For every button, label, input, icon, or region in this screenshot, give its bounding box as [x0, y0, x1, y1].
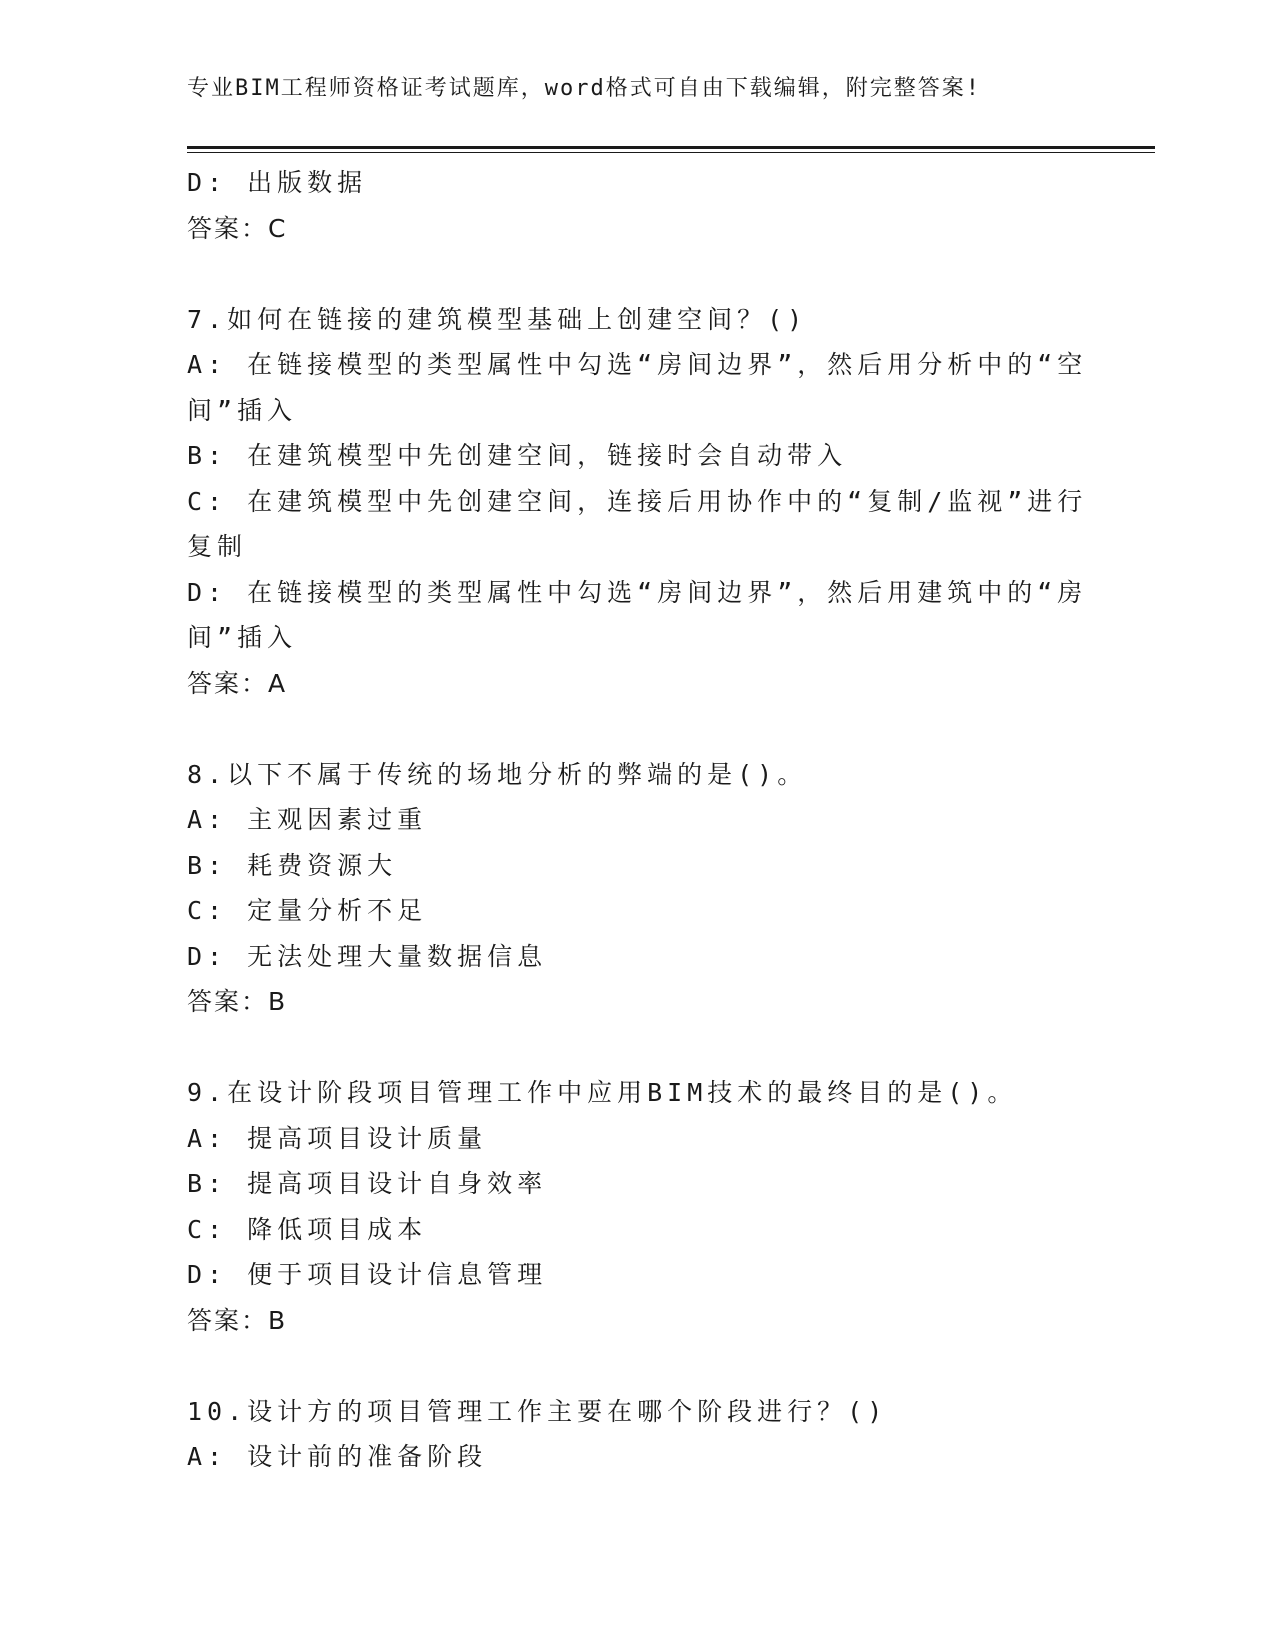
question-list	[187, 160, 1087, 1480]
question-8-text: 8.以下不属于传统的场地分析的弊端的是()。	[187, 759, 808, 789]
spacer	[187, 251, 1087, 297]
question-7-option-c: C: 在建筑模型中先创建空间，连接后用协作中的“复制/监视”进行	[187, 486, 1088, 516]
spacer	[187, 1025, 1087, 1071]
spacer	[187, 706, 1087, 752]
question-8-option-c: C: 定量分析不足	[187, 896, 428, 925]
question-9-option-b: B: 提高项目设计自身效率	[187, 1169, 548, 1198]
question-8-option-b: B: 耗费资源大	[187, 850, 398, 880]
question-8-option-a: A: 主观因素过重	[187, 805, 428, 834]
question-9-option-c: C: 降低项目成本	[187, 1214, 428, 1244]
question-9-option-d: D: 便于项目设计信息管理	[187, 1260, 548, 1289]
prev-option-d: D: 出版数据	[187, 168, 368, 197]
question-8	[187, 752, 1087, 1025]
question-10-option-a: A: 设计前的准备阶段	[187, 1442, 488, 1471]
question-10-text: 10.设计方的项目管理工作主要在哪个阶段进行？()	[187, 1396, 888, 1426]
question-7-answer: 答案：A	[187, 668, 288, 698]
question-7-option-d-cont: 间”插入	[187, 623, 298, 652]
question-9-text: 9.在设计阶段项目管理工作中应用BIM技术的最终目的是()。	[187, 1078, 1018, 1107]
question-7-text: 7.如何在链接的建筑模型基础上创建空间？()	[187, 304, 808, 334]
header-divider-thick	[187, 146, 1155, 149]
question-8-answer: 答案：B	[187, 987, 288, 1016]
question-9	[187, 1070, 1087, 1343]
prev-answer: 答案：C	[187, 213, 288, 243]
page-header: 专业BIM工程师资格证考试题库，word格式可自由下载编辑，附完整答案!	[187, 76, 981, 101]
question-7-option-c-cont: 复制	[187, 532, 248, 561]
question-7-option-d: D: 在链接模型的类型属性中勾选“房间边界”，然后用建筑中的“房	[187, 577, 1088, 607]
question-7	[187, 297, 1087, 707]
question-9-answer: 答案：B	[187, 1305, 288, 1335]
header-divider-thin	[187, 152, 1155, 153]
question-7-option-b: B: 在建筑模型中先创建空间，链接时会自动带入	[187, 441, 848, 470]
question-9-option-a: A: 提高项目设计质量	[187, 1123, 488, 1153]
spacer	[187, 1343, 1087, 1389]
question-8-option-d: D: 无法处理大量数据信息	[187, 941, 548, 971]
question-7-option-a: A: 在链接模型的类型属性中勾选“房间边界”，然后用分析中的“空	[187, 350, 1088, 379]
question-7-option-a-cont: 间”插入	[187, 395, 298, 425]
question-10	[187, 1389, 1087, 1480]
